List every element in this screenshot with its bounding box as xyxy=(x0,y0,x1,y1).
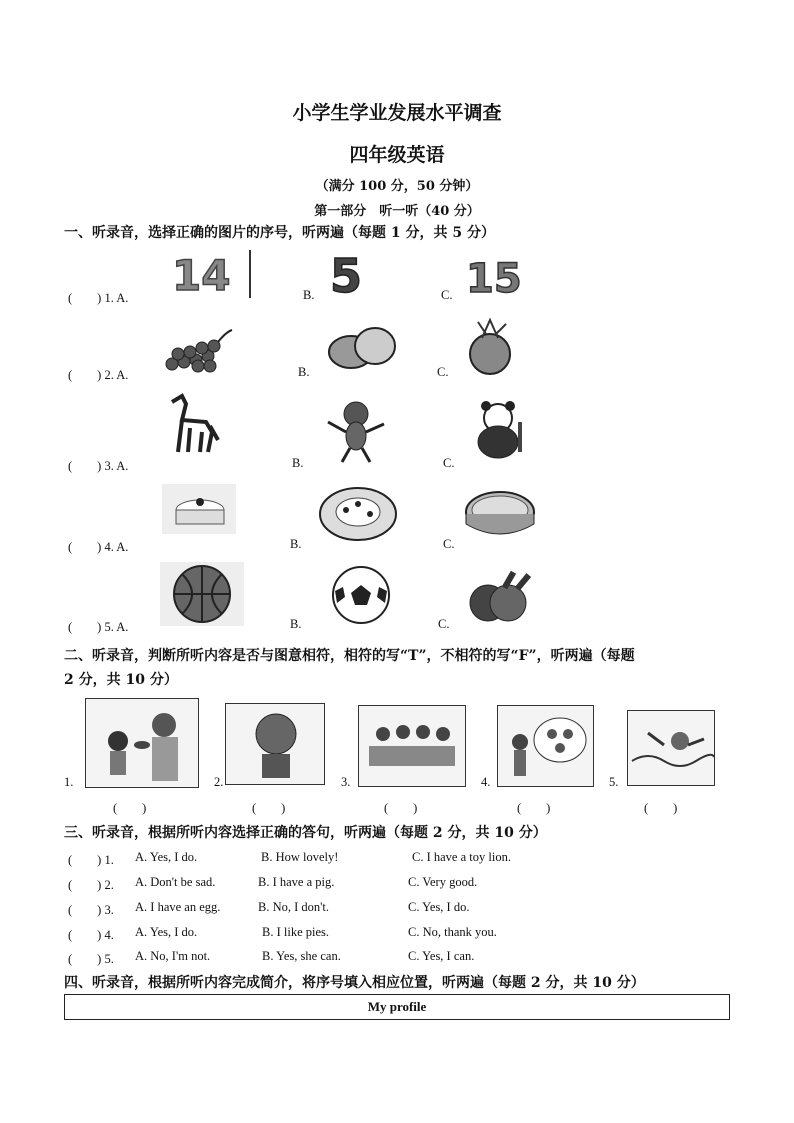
number-14-image xyxy=(168,248,258,300)
section3-heading: 三、听录音，根据所听内容选择正确的答句，听两遍（每题 2 分，共 10 分） xyxy=(64,825,547,841)
s2-answer-2[interactable]: ( ) xyxy=(252,801,286,815)
s2-label-4: 4. xyxy=(481,775,491,789)
section2-heading-line1: 二、听录音，判断所听内容是否与图意相符，相符的写“T”，不相符的写“F”，听两遍（每题 xyxy=(64,648,635,664)
s3-q2-b: B. I have a pig. xyxy=(258,875,335,889)
mangoes-image xyxy=(325,320,400,375)
part-heading: 第一部分 听一听（40 分） xyxy=(314,204,480,219)
s1-q1-b: B. xyxy=(303,288,315,302)
s3-q5-c: C. Yes, I can. xyxy=(408,949,475,963)
svg-text:15: 15 xyxy=(466,256,522,298)
s3-q4-a: A. Yes, I do. xyxy=(135,925,198,939)
s2-answer-4[interactable]: ( ) xyxy=(517,801,551,815)
s1-q3-b: B. xyxy=(292,456,304,470)
section2-heading-line2: 2 分，共 10 分） xyxy=(64,672,178,688)
exam-title: 小学生学业发展水平调查 xyxy=(292,102,502,124)
section4-heading: 四、听录音，根据所听内容完成简介，将序号填入相应位置，听两遍（每题 2 分，共 10 分） xyxy=(64,975,645,991)
s2-picture-2 xyxy=(225,703,325,785)
s3-q3-c: C. Yes, I do. xyxy=(408,900,470,914)
s1-q5-b: B. xyxy=(290,617,302,631)
s3-q4-b: B. I like pies. xyxy=(262,925,330,939)
s3-q3-number: ( ) 3. xyxy=(68,903,114,917)
s2-label-5: 5. xyxy=(609,775,619,789)
svg-text:5: 5 xyxy=(330,250,363,298)
s2-label-2: 2. xyxy=(214,775,224,789)
pizza-image xyxy=(318,484,398,542)
s3-q3-a: A. I have an egg. xyxy=(135,900,221,914)
s1-q4-b: B. xyxy=(290,537,302,551)
basketball-image xyxy=(160,562,244,626)
s1-q2-b: B. xyxy=(298,365,310,379)
s1-q2-c: C. xyxy=(437,365,449,379)
s2-picture-3 xyxy=(358,705,466,787)
section1-heading: 一、听录音，选择正确的图片的序号，听两遍（每题 1 分，共 5 分） xyxy=(64,225,495,241)
s1-q1-number: ( ) 1. A. xyxy=(68,291,129,305)
s1-q4-c: C. xyxy=(443,537,455,551)
s1-q4-number: ( ) 4. A. xyxy=(68,540,129,554)
s3-q4-number: ( ) 4. xyxy=(68,928,114,942)
exam-subtitle: 四年级英语 xyxy=(349,144,445,166)
svg-text:14: 14 xyxy=(172,251,231,300)
s3-q5-number: ( ) 5. xyxy=(68,952,114,966)
s3-q1-a: A. Yes, I do. xyxy=(135,850,198,864)
number-15-image xyxy=(462,252,542,298)
grapes-image xyxy=(160,322,235,377)
s1-q3-c: C. xyxy=(443,456,455,470)
horse-image xyxy=(160,392,220,464)
s1-q5-c: C. xyxy=(438,617,450,631)
s3-q1-c: C. I have a toy lion. xyxy=(412,850,511,864)
s3-q5-b: B. Yes, she can. xyxy=(262,949,341,963)
s1-q1-c: C. xyxy=(441,288,453,302)
s3-q3-b: B. No, I don't. xyxy=(258,900,330,914)
s3-q1-number: ( ) 1. xyxy=(68,853,114,867)
s1-q5-number: ( ) 5. A. xyxy=(68,620,129,634)
s2-answer-3[interactable]: ( ) xyxy=(384,801,418,815)
s1-q3-number: ( ) 3. A. xyxy=(68,459,129,473)
s2-picture-5 xyxy=(627,710,715,786)
s2-picture-4 xyxy=(497,705,594,787)
s3-q2-c: C. Very good. xyxy=(408,875,478,889)
s3-q4-c: C. No, thank you. xyxy=(408,925,497,939)
s3-q2-a: A. Don't be sad. xyxy=(135,875,216,889)
monkey-image xyxy=(318,398,398,464)
s3-q1-b: B. How lovely! xyxy=(261,850,339,864)
pineapple-image xyxy=(462,316,522,376)
s2-answer-1[interactable]: ( ) xyxy=(113,801,147,815)
s2-label-1: 1. xyxy=(64,775,74,789)
pie-image xyxy=(462,486,537,542)
s2-picture-1 xyxy=(85,698,199,788)
s2-label-3: 3. xyxy=(341,775,351,789)
s1-q2-number: ( ) 2. A. xyxy=(68,368,129,382)
s3-q2-number: ( ) 2. xyxy=(68,878,114,892)
section2-heading xyxy=(64,645,734,689)
football-image xyxy=(325,565,397,625)
cake-image xyxy=(160,480,238,540)
panda-image xyxy=(464,398,534,462)
s3-q5-a: A. No, I'm not. xyxy=(135,949,211,963)
score-note: （满分 100 分，50 分钟） xyxy=(315,179,479,194)
profile-box-title: My profile xyxy=(64,994,730,1020)
s2-answer-5[interactable]: ( ) xyxy=(644,801,678,815)
number-5-image xyxy=(322,250,382,298)
ping-pong-paddles-image xyxy=(462,565,542,625)
